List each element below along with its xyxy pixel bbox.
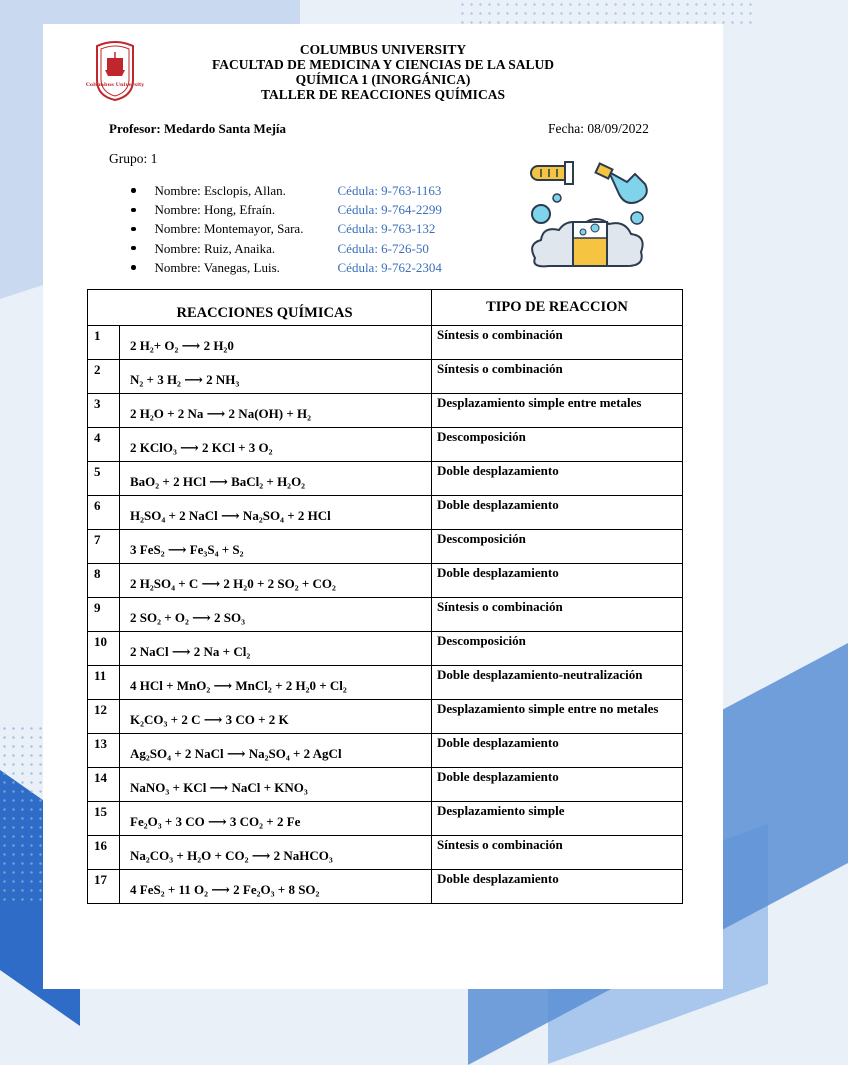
reaction-type-cell: Doble desplazamiento — [432, 462, 683, 496]
reaction-type-cell: Descomposición — [432, 428, 683, 462]
table-row — [88, 598, 683, 632]
row-number: 15 — [88, 802, 120, 836]
member-name: Nombre: Montemayor, Sara. — [154, 221, 304, 237]
table-row — [88, 428, 683, 462]
row-number: 11 — [88, 666, 120, 700]
table-row — [88, 530, 683, 564]
member-cedula: Cédula: 9-763-1163 — [337, 183, 442, 198]
table-row — [88, 462, 683, 496]
reaction-type-cell: Doble desplazamiento — [432, 496, 683, 530]
reaction-type-cell: Desplazamiento simple entre no metales — [432, 700, 683, 734]
bullet-icon — [131, 208, 136, 213]
list-item — [131, 219, 442, 238]
list-item — [131, 181, 442, 200]
row-number: 1 — [88, 326, 120, 360]
reaction-type-cell: Síntesis o combinación — [432, 836, 683, 870]
member-name: Nombre: Hong, Efraín. — [154, 202, 276, 218]
logo-text: Columbus University — [85, 82, 145, 88]
workshop-title: TALLER DE REACCIONES QUÍMICAS — [261, 87, 505, 102]
row-number: 17 — [88, 870, 120, 904]
row-number: 10 — [88, 632, 120, 666]
member-cedula: Cédula: 9-762-2304 — [337, 259, 442, 275]
bullet-icon — [131, 227, 136, 232]
table-row — [88, 564, 683, 598]
reaction-type-cell: Síntesis o combinación — [432, 360, 683, 394]
reaction-cell: 2 H₂+ O₂ ⟶ 2 H₂0 — [120, 326, 432, 360]
table-row — [88, 496, 683, 530]
table-row — [88, 666, 683, 700]
reaction-cell: K₂CO₃ + 2 C ⟶ 3 CO + 2 K — [120, 700, 432, 734]
professor-line: Profesor: Medardo Santa Mejía — [109, 121, 287, 136]
reaction-cell: 2 NaCl ⟶ 2 Na + Cl₂ — [120, 632, 432, 666]
member-name: Nombre: Esclopis, Allan. — [154, 183, 286, 198]
table-row — [88, 836, 683, 870]
table-row — [88, 632, 683, 666]
group-line: Grupo: 1 — [109, 151, 158, 166]
member-cedula: Cédula: 9-763-132 — [337, 221, 436, 237]
list-item — [131, 258, 442, 277]
row-number: 13 — [88, 734, 120, 768]
member-name: Nombre: Vanegas, Luis. — [154, 259, 280, 275]
row-number: 5 — [88, 462, 120, 496]
members-list — [131, 181, 442, 277]
bullet-icon — [131, 265, 136, 270]
reaction-cell: 3 FeS₂ ⟶ Fe₃S₄ + S₂ — [120, 530, 432, 564]
reaction-cell: 2 H₂O + 2 Na ⟶ 2 Na(OH) + H₂ — [120, 394, 432, 428]
table-row — [88, 768, 683, 802]
reaction-cell: 2 SO₂ + O₂ ⟶ 2 SO₃ — [120, 598, 432, 632]
table-row — [88, 734, 683, 768]
course-name: QUÍMICA 1 (INORGÁNICA) — [295, 72, 471, 87]
reaction-cell: 2 H₂SO₄ + C ⟶ 2 H₂0 + 2 SO₂ + CO₂ — [120, 564, 432, 598]
reaction-type-cell: Doble desplazamiento — [432, 870, 683, 904]
chemistry-lab-icon — [527, 162, 651, 272]
table-row — [88, 870, 683, 904]
column-header-reactions: REACCIONES QUÍMICAS — [88, 290, 432, 326]
list-item — [131, 239, 442, 258]
row-number: 2 — [88, 360, 120, 394]
reaction-type-cell: Doble desplazamiento — [432, 734, 683, 768]
table-row — [88, 326, 683, 360]
reaction-type-cell: Descomposición — [432, 632, 683, 666]
university-name: COLUMBUS UNIVERSITY — [299, 42, 467, 57]
reaction-cell: 2 KClO₃ ⟶ 2 KCl + 3 O₂ — [120, 428, 432, 462]
row-number: 8 — [88, 564, 120, 598]
column-header-type: TIPO DE REACCION — [432, 290, 683, 326]
date-line: Fecha: 08/09/2022 — [548, 121, 649, 136]
reaction-cell: N₂ + 3 H₂ ⟶ 2 NH₃ — [120, 360, 432, 394]
document-header — [43, 42, 723, 102]
member-cedula: Cédula: 9-764-2299 — [337, 202, 442, 218]
table-header-row — [88, 290, 683, 326]
document-page — [43, 24, 723, 989]
reaction-type-cell: Síntesis o combinación — [432, 326, 683, 360]
row-number: 9 — [88, 598, 120, 632]
reaction-cell: Na₂CO₃ + H₂O + CO₂ ⟶ 2 NaHCO₃ — [120, 836, 432, 870]
reaction-cell: 4 FeS₂ + 11 O₂ ⟶ 2 Fe₂O₃ + 8 SO₂ — [120, 870, 432, 904]
reactions-table — [87, 289, 683, 904]
row-number: 3 — [88, 394, 120, 428]
reaction-type-cell: Doble desplazamiento — [432, 564, 683, 598]
reaction-cell: 4 HCl + MnO₂ ⟶ MnCl₂ + 2 H₂0 + Cl₂ — [120, 666, 432, 700]
table-row — [88, 360, 683, 394]
row-number: 14 — [88, 768, 120, 802]
reaction-type-cell: Síntesis o combinación — [432, 598, 683, 632]
row-number: 6 — [88, 496, 120, 530]
table-row — [88, 802, 683, 836]
table-row — [88, 700, 683, 734]
bullet-icon — [131, 246, 136, 251]
reaction-cell: H₂SO₄ + 2 NaCl ⟶ Na₂SO₄ + 2 HCl — [120, 496, 432, 530]
reaction-cell: NaNO₃ + KCl ⟶ NaCl + KNO₃ — [120, 768, 432, 802]
reaction-type-cell: Doble desplazamiento-neutralización — [432, 666, 683, 700]
reaction-type-cell: Desplazamiento simple — [432, 802, 683, 836]
reaction-cell: BaO₂ + 2 HCl ⟶ BaCl₂ + H₂O₂ — [120, 462, 432, 496]
row-number: 16 — [88, 836, 120, 870]
member-cedula: Cédula: 6-726-50 — [337, 240, 429, 256]
reaction-type-cell: Desplazamiento simple entre metales — [432, 394, 683, 428]
table-row — [88, 394, 683, 428]
member-name: Nombre: Ruiz, Anaika. — [154, 240, 276, 256]
row-number: 12 — [88, 700, 120, 734]
row-number: 4 — [88, 428, 120, 462]
row-number: 7 — [88, 530, 120, 564]
faculty-name: FACULTAD DE MEDICINA Y CIENCIAS DE LA SALUD — [212, 57, 554, 72]
reaction-cell: Fe₂O₃ + 3 CO ⟶ 3 CO₂ + 2 Fe — [120, 802, 432, 836]
bullet-icon — [131, 188, 136, 193]
reaction-type-cell: Doble desplazamiento — [432, 768, 683, 802]
reaction-cell: Ag₂SO₄ + 2 NaCl ⟶ Na₂SO₄ + 2 AgCl — [120, 734, 432, 768]
reaction-type-cell: Descomposición — [432, 530, 683, 564]
list-item — [131, 200, 442, 219]
